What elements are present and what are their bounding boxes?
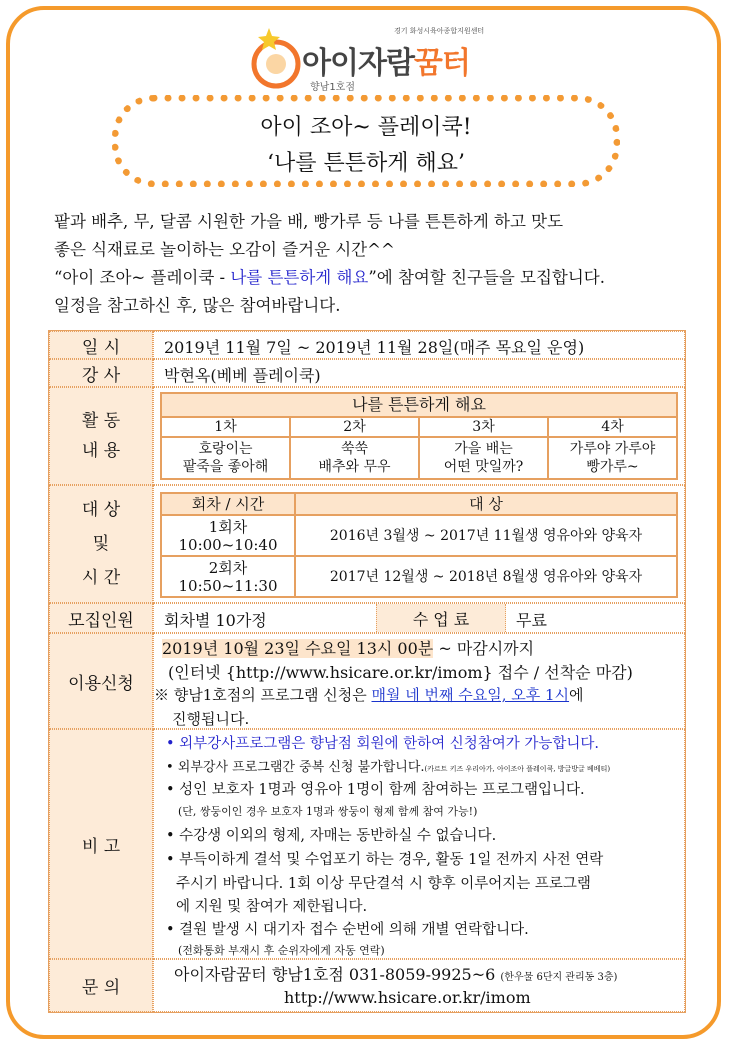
info-table [48,330,686,1013]
remarks-cell [153,729,685,959]
logo-name: 아이자람꿈터 [302,46,470,81]
target-cell [153,485,685,603]
apply-note: ※ 향남1호점의 프로그램 신청은 매월 네 번째 수요일, 오후 1시에 [154,686,584,704]
activity-label: 활 동 내 용 [49,387,153,485]
session-4-num: 4차 [548,417,677,437]
remark-4: • 수강생 이외의 형제, 자매는 동반하실 수 없습니다. [166,828,497,844]
apply-cell [153,633,685,729]
intro-text [54,208,694,320]
recruit-label: 모집인원 [49,603,153,633]
contact-url[interactable]: http://www.hsicare.or.kr/imom [284,988,531,1007]
intro-line-4: 일정을 참고하신 후, 많은 참여바랍니다. [54,296,341,315]
remark-1: • 외부강사프로그램은 향남점 회원에 한하여 신청참여가 가능합니다. [166,736,600,752]
contact-cell [153,959,685,1012]
target-col-target: 대 상 [295,493,677,515]
recruit-value: 회차별 10가정 수 업 료 무료 [153,603,685,633]
remark-3: • 성인 보호자 1명과 영유아 1명이 함께 참여하는 프로그램입니다. [166,782,585,798]
session-3-topic: 가을 배는 어떤 맛일까? [419,437,548,479]
logo [246,22,496,92]
session-3-num: 3차 [419,417,548,437]
instructor-value: 박현옥(베베 플레이쿡) [153,359,685,387]
instructor-label: 강 사 [49,359,153,387]
schedule-label: 일 시 [49,331,153,359]
row-1-session: 1회차 10:00~10:40 [161,515,295,556]
activity-cell [153,387,685,485]
intro-line-3: “아이 조아~ 플레이쿡 - 나를 튼튼하게 해요”에 참여할 친구들을 모집합니다. [54,268,605,287]
session-4-topic: 가루야 가루야 빵가루~ [548,437,677,479]
remark-3-sub: (단, 쌍둥이인 경우 보호자 1명과 쌍둥이 형제 함께 참여 가능!) [178,805,478,818]
title-line-2: ‘나를 튼튼하게 해요’ [267,151,465,176]
row-1-target: 2016년 3월생 ~ 2017년 11월생 영유아와 양육자 [295,515,677,556]
apply-period: 2019년 10월 23일 수요일 13시 00분 ~ 마감시까지 [162,639,535,658]
target-table [160,492,678,598]
logo-branch: 향남1호점 [310,82,356,93]
contact-phone: 아이자람꿈터 향남1호점 031-8059-9925~6 (한우물 6단지 관리동 3층) [174,965,618,984]
row-2-target: 2017년 12월생 ~ 2018년 8월생 영유아와 양육자 [295,556,677,597]
session-2-topic: 쑥쑥 배추와 무우 [290,437,419,479]
fee-label: 수 업 료 [376,604,506,632]
schedule-value: 2019년 11월 7일 ~ 2019년 11월 28일(매주 목요일 운영) [153,331,685,359]
intro-line-2: 좋은 식재료로 놀이하는 오감이 즐거운 시간^^ [54,240,395,259]
target-label: 대 상 및 시 간 [49,485,153,603]
apply-method: (인터넷 {http://www.hsicare.or.kr/imom} 접수 / 선착순 마감) [168,663,633,682]
apply-note-2: 진행됩니다. [172,710,250,728]
title-line-1: 아이 조아~ 플레이쿡! [260,115,472,140]
activity-table [160,392,678,480]
fee-value: 무료 [516,611,547,630]
remarks-label: 비 고 [49,729,153,959]
logo-mascot-icon [246,22,306,92]
remark-2: • 외부강사 프로그램간 중복 신청 불가합니다.(카르트 키즈 우리아가, 아이조아 플레이쿡, 방글방글 베베티) [166,760,611,775]
session-1-num: 1차 [161,417,290,437]
session-2-num: 2차 [290,417,419,437]
title-box [112,95,620,187]
remark-6: • 결원 발생 시 대기자 접수 순번에 의해 개별 연락합니다. [166,922,529,938]
target-col-session: 회차 / 시간 [161,493,295,515]
contact-label: 문 의 [49,959,153,1012]
activity-header: 나를 튼튼하게 해요 [161,393,677,417]
apply-label: 이용신청 [49,633,153,729]
session-1-topic: 호랑이는 팥죽을 좋아해 [161,437,290,479]
intro-line-1: 팥과 배추, 무, 달콤 시원한 가을 배, 빵가루 등 나를 튼튼하게 하고 맛도 [54,212,564,231]
apply-date-link[interactable]: 매월 네 번째 수요일, 오후 1시 [371,686,570,704]
logo-subtitle: 경기 화성시육아종합지원센터 [394,27,485,35]
remark-5b: 주시기 바랍니다. 1회 이상 무단결석 시 향후 이루어지는 프로그램 [176,876,591,892]
remark-6-sub: (전화통화 부재시 후 순위자에게 자동 연락) [178,944,385,957]
row-2-session: 2회차 10:50~11:30 [161,556,295,597]
remark-5a: • 부득이하게 결석 및 수업포기 하는 경우, 활동 1일 전까지 사전 연락 [166,852,604,868]
remark-5c: 에 지원 및 참여가 제한됩니다. [176,899,368,915]
